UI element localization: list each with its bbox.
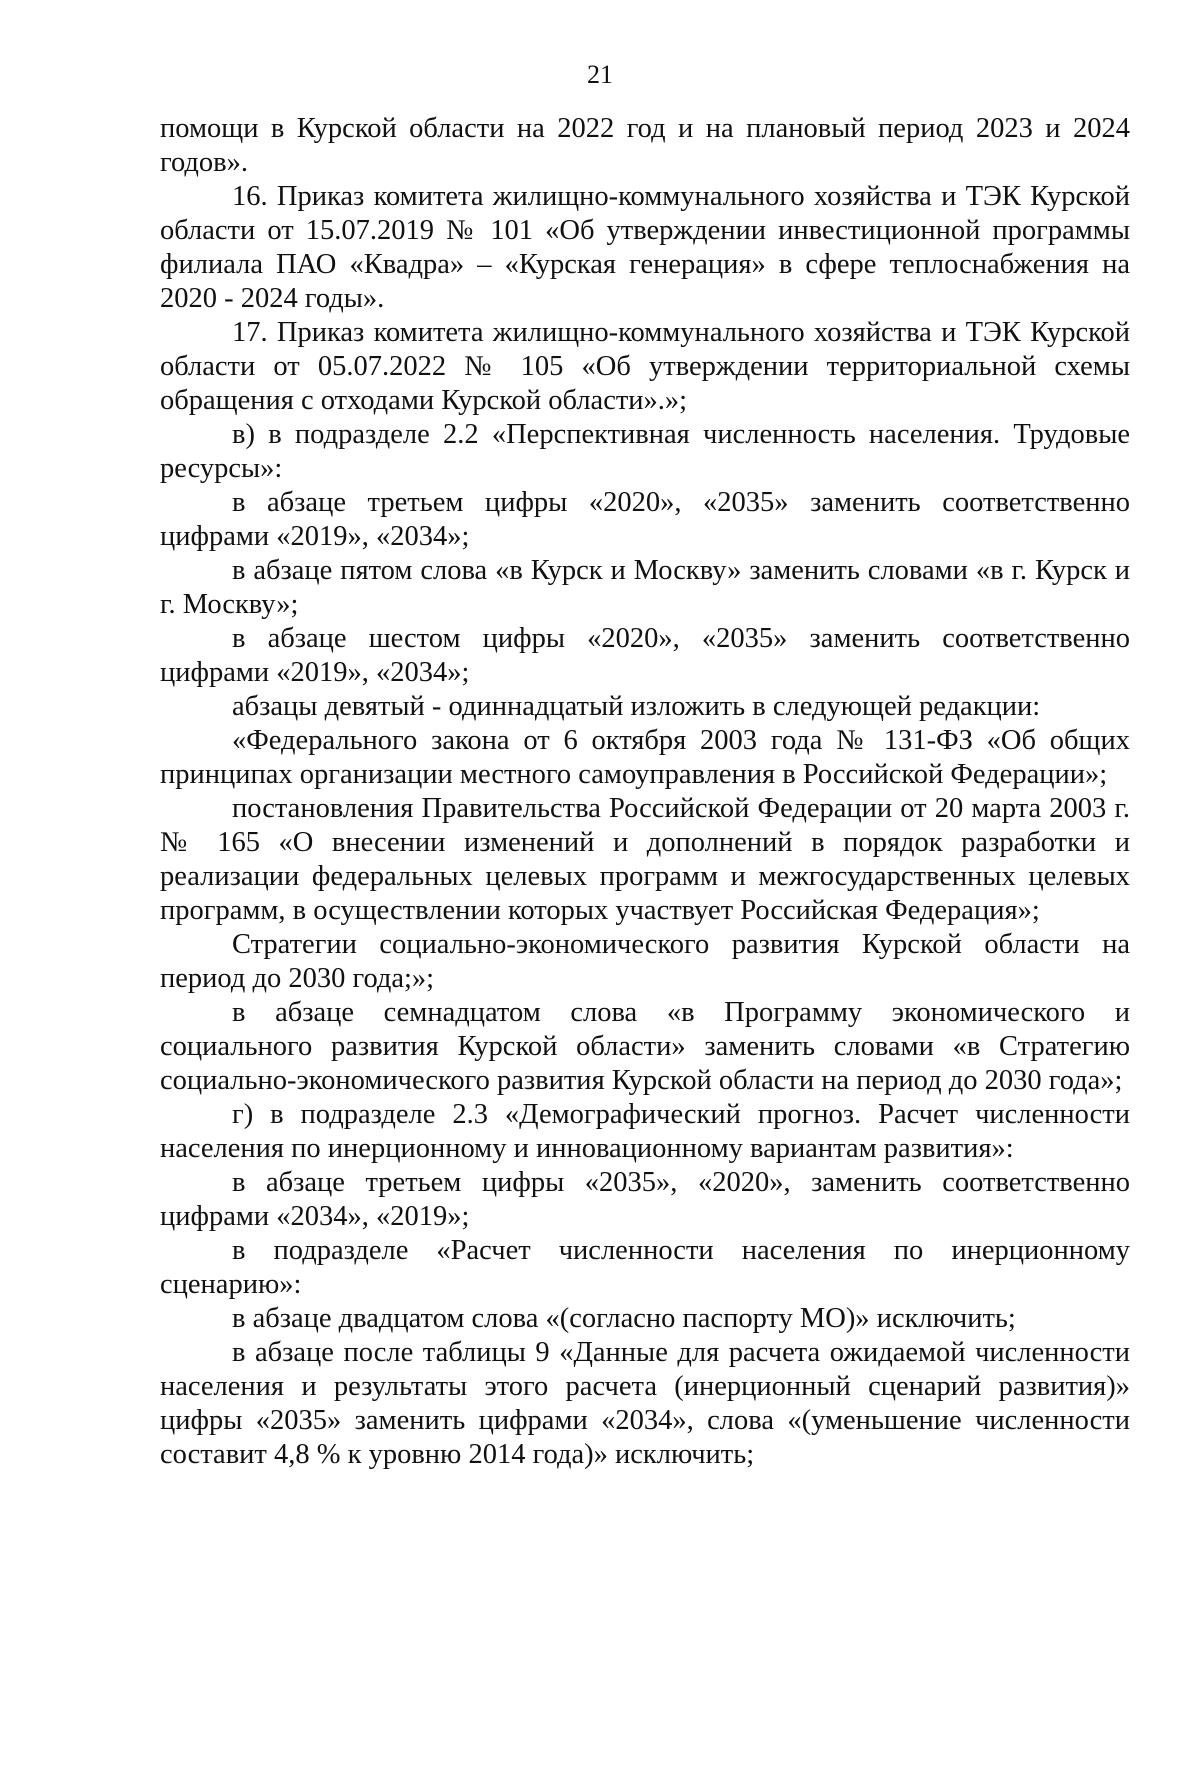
paragraph-16: в абзаце двадцатом слова «(согласно паспорту МО)» исключить; — [232, 1303, 1016, 1334]
paragraph-3: 17. Приказ комитета жилищно-коммунального хозяйства и ТЭК Курской области от 05.07.2022 № 105 «Об утверждении территориальной схемы обращения с отходами Курской области».»; — [160, 317, 1130, 416]
paragraph-4: в) в подразделе 2.2 «Перспективная численность населения. Трудовые ресурсы»: — [160, 419, 1130, 484]
paragraph-2: 16. Приказ комитета жилищно-коммунального хозяйства и ТЭК Курской области от 15.07.2019 № 101 «Об утверждении инвестиционной программы филиала ПАО «Квадра» – «Курская генерация» в сфере теплоснабжения на 2020 - 2024 годы». — [160, 181, 1130, 314]
page-number: 21 — [587, 60, 613, 89]
paragraph-11: Стратегии социально-экономического развития Курской области на период до 2030 года;»; — [160, 929, 1130, 994]
paragraph-7: в абзаце шестом цифры «2020», «2035» заменить соответственно цифрами «2019», «2034»; — [160, 623, 1130, 688]
document-body — [160, 112, 1130, 1472]
paragraph-14: в абзаце третьем цифры «2035», «2020», заменить соответственно цифрами «2034», «2019»; — [160, 1167, 1130, 1232]
paragraph-1: помощи в Курской области на 2022 год и на плановый период 2023 и 2024 годов». — [160, 113, 1130, 178]
paragraph-13: г) в подразделе 2.3 «Демографический прогноз. Расчет численности населения по инерционному и инновационному вариантам развития»: — [160, 1099, 1130, 1164]
paragraph-17: в абзаце после таблицы 9 «Данные для расчета ожидаемой численности населения и результаты этого расчета (инерционный сценарий развития)» цифры «2035» заменить цифрами «2034», слова «(уменьшение численности составит 4,8 % к уровню 2014 года)» исключить; — [160, 1337, 1130, 1470]
paragraph-10: постановления Правительства Российской Федерации от 20 марта 2003 г. № 165 «О внесении изменений и дополнений в порядок разработки и реализации федеральных целевых программ и межгосударственных целевых программ, в осуществлении которых участвует Российская Федерация»; — [160, 793, 1130, 926]
paragraph-8: абзацы девятый - одиннадцатый изложить в следующей редакции: — [232, 691, 1041, 722]
paragraph-5: в абзаце третьем цифры «2020», «2035» заменить соответственно цифрами «2019», «2034»; — [160, 487, 1130, 552]
paragraph-15: в подразделе «Расчет численности населения по инерционному сценарию»: — [160, 1235, 1130, 1300]
paragraph-12: в абзаце семнадцатом слова «в Программу экономического и социального развития Курской области» заменить словами «в Стратегию социально-экономического развития Курской области на период до 2030 года»; — [160, 997, 1130, 1096]
paragraph-9: «Федерального закона от 6 октября 2003 года № 131-ФЗ «Об общих принципах организации местного самоуправления в Российской Федерации»; — [160, 725, 1130, 790]
paragraph-6: в абзаце пятом слова «в Курск и Москву» заменить словами «в г. Курск и г. Москву»; — [160, 555, 1130, 620]
